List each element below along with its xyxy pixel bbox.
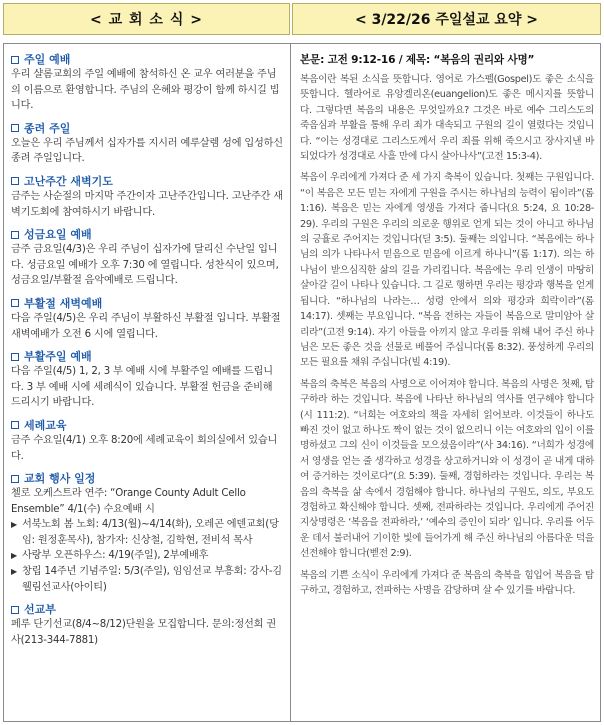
header (3, 3, 601, 35)
square-bullet-icon (11, 299, 19, 307)
sermon-paragraph: 복음이 우리에게 가져다 준 세 가지 축복이 있습니다. 첫째는 구원입니다. “이 복음은 모든 믿는 자에게 구원을 주시는 하나님의 능력이 됨이라”(롬 1:16). 복음은 믿는 자에게 영생을 가져다 줍니다(요 5:24, 요 10:28-29). 우리의 구원은 우리의 의로운 행위로 얻게 되는 것이 아니고 하나님의 긍휼로 주어지는 것입니다(딛 3:5). 둘째는 의입니다. “복음에는 하나님의 의가 나타나서 믿음으로 믿음에 이르게 하나니”(롬 1:17). 의는 하나님이 받으심직한 삶의 길을 가리킵니다. 복음에는 우리 인생이 마땅히 살아갈 길이 나타나 있습니다. 그 길로 행하면 우리는 평강과 행복을 얻게 됩니다. “하나님의 나라는… 성령 안에서 의와 평강과 희락이라”(롬 14:17). 셋째는 부요입니다. “복음 전하는 자들이 복음으로 말미암아 살리라”(고전 9:14). 자기 아들을 아끼지 않고 우리를 위해 내어 주신 하나님은 모든 좋은 것을 선물로 베풀어 주십니다(롬 8:32). 풍성하게 우리의 모든 필요를 채워 주십니다(빌 4:19). (300, 172, 594, 369)
square-bullet-icon (11, 124, 19, 132)
section-title: 성금요일 예배 (24, 228, 92, 242)
sermon-paragraph: 복음의 기쁜 소식이 우리에게 가져다 준 복음의 축복을 힘입어 복음을 탐구하고, 경험하고, 전파하는 사명을 감당하며 살 수 있기를 바랍니다. (300, 569, 594, 596)
section-title: 부활주일 예배 (24, 350, 92, 364)
event-lead: 첼로 오케스트라 연주: “Orange County Adult Cello Ensemble” 4/1(수) 수요예배 시 (11, 488, 246, 515)
section-title: 고난주간 새벽기도 (24, 174, 113, 188)
news-section-palm-sunday (11, 121, 285, 167)
church-news-column (4, 44, 291, 721)
square-bullet-icon (11, 231, 19, 239)
square-bullet-icon (11, 475, 19, 483)
section-body: 금주는 사순절의 마지막 주간이자 고난주간입니다. 고난주간 새벽기도회에 참여하시기 바랍니다. (11, 190, 283, 218)
square-bullet-icon (11, 421, 19, 429)
section-title: 부활절 새벽예배 (24, 296, 103, 310)
section-body: 오늘은 우리 주님께서 십자가를 지시러 예루살렘 성에 입성하신 종려 주일입니다. (11, 137, 283, 165)
news-section-easter-worship (11, 349, 285, 411)
event-item: ▶ 사랑부 오픈하우스: 4/19(주일), 2부예배후 (11, 548, 285, 564)
triangle-bullet-icon: ▶ (11, 551, 17, 561)
section-body: 다음 주일(4/5) 1, 2, 3 부 예배 시에 부활주일 예배를 드립니다. 3 부 예배 시에 세례식이 있습니다. 부활절 헌금을 준비해 드리시기 바랍니다. (11, 366, 273, 409)
sermon-title: 본문: 고전 9:12-16 / 제목: “복음의 권리와 사명” (300, 54, 535, 66)
section-body: 금주 금요일(4/3)은 우리 주님이 십자가에 달리신 수난일 입니다. 성금요일 예배가 오후 7:30 에 열립니다. 성찬식이 있으며, 성금요일/부활절 음악예배로 드립니다. (11, 244, 279, 287)
content-columns (3, 43, 601, 722)
news-section-easter-dawn (11, 296, 285, 342)
section-body: 금주 수요일(4/1) 오후 8:20에 세례교육이 회의실에서 있습니다. (11, 434, 278, 462)
event-item: ▶ 창립 14주년 기념주일: 5/3(주일), 임임선교 부흥회: 강사-김웰림선교사(아이티) (11, 564, 285, 595)
square-bullet-icon (11, 177, 19, 185)
triangle-bullet-icon: ▶ (11, 520, 17, 530)
news-section-dawn-prayer (11, 174, 285, 220)
square-bullet-icon (11, 606, 19, 614)
section-title: 선교부 (24, 603, 56, 617)
church-news-heading: < 교 회 소 식 > (3, 3, 290, 35)
news-section-worship (11, 52, 285, 114)
news-section-mission (11, 602, 285, 648)
section-title: 주일 예배 (24, 53, 71, 66)
sermon-paragraph: 복음의 축복은 복음의 사명으로 이어져야 합니다. 복음의 사명은 첫째, 탐구하라 하는 것입니다. 복음에 나타난 하나님의 역사를 연구해야 합니다(시 111:2). “너희는 여호와의 책을 자세히 읽어보라. 이것들이 하나도 빠진 것이 없고 하나도 짝이 없는 것이 없으리니 이는 여호와의 입이 이를 명하셨고 그의 신이 이것들을 모으셨음이라”(사 34:16). “너희가 성경에서 영생을 얻는 줄 생각하고 성경을 상고하거니와 이 성경이 곧 내게 대하여 증거하는 것이로다”(요 5:39). 둘째, 경험하라는 것입니다. 우리는 복음의 축복을 삶 속에서 경험해야 합니다. 하나님의 구원도, 의도, 부요도 경험하고 확신해야 합니다. 셋째, 전파하라는 것입니다. 우리에게 주어진 지상명령은 ‘복음을 전파하라,’ ‘예수의 증인이 되라’ 입니다. 우리를 어두운 데서 불러내어 기이한 빛에 들어가게 해 주신 하나님의 아름다운 덕을 선전해야 합니다(벧전 2:9). (300, 378, 594, 560)
news-section-baptism-class (11, 418, 285, 464)
sermon-summary-column (291, 44, 600, 721)
sermon-summary-heading: < 3/22/26 주일설교 요약 > (292, 3, 601, 35)
section-body: 우리 샬롬교회의 주일 예배에 참석하신 온 교우 여러분을 주님의 이름으로 환영합니다. 주님의 은혜와 평강이 함께 하시길 빕니다. (11, 69, 280, 112)
section-title: 세례교육 (24, 418, 67, 432)
news-section-events (11, 471, 285, 595)
event-item: ▶ 서북노회 봄 노회: 4/13(월)~4/14(화), 오레곤 에덴교회(당임: 원정훈목사), 참가자: 신상철, 김학현, 전비석 목사 (11, 517, 285, 548)
section-body: 다음 주일(4/5)은 우리 주님이 부활하신 부활절 입니다. 부활절 새벽예배가 오전 6 시에 열립니다. (11, 312, 281, 340)
section-title: 종려 주일 (24, 121, 71, 135)
news-section-good-friday (11, 227, 285, 289)
section-body: 페루 단기선교(8/4~8/12)단원을 모집합니다. 문의:정선희 권사(213-344-7881) (11, 619, 277, 646)
bulletin-page (0, 3, 604, 725)
square-bullet-icon (11, 353, 19, 361)
triangle-bullet-icon: ▶ (11, 567, 17, 577)
section-title: 교회 행사 일정 (24, 472, 96, 486)
square-bullet-icon (11, 56, 19, 64)
sermon-paragraph: 복음이란 복된 소식을 뜻합니다. 영어로 가스펠(Gospel)도 좋은 소식을 뜻합니다. 헬라어로 유앙겔리온(euangelion)도 좋은 메시지를 뜻합니다. 그렇다면 복음의 내용은 무엇일까요? 그것은 바로 예수 그리스도의 죽음심과 부활을 통해 우리 죄가 대속되고 구원의 길이 열렸다는 것입니다. “이는 성경대로 그리스도께서 우리 죄를 위해 죽으시고 장사지낸 바 되었다가 성경대로 사흘 만에 다시 살아나사”(고전 15:3-4). (300, 74, 594, 163)
